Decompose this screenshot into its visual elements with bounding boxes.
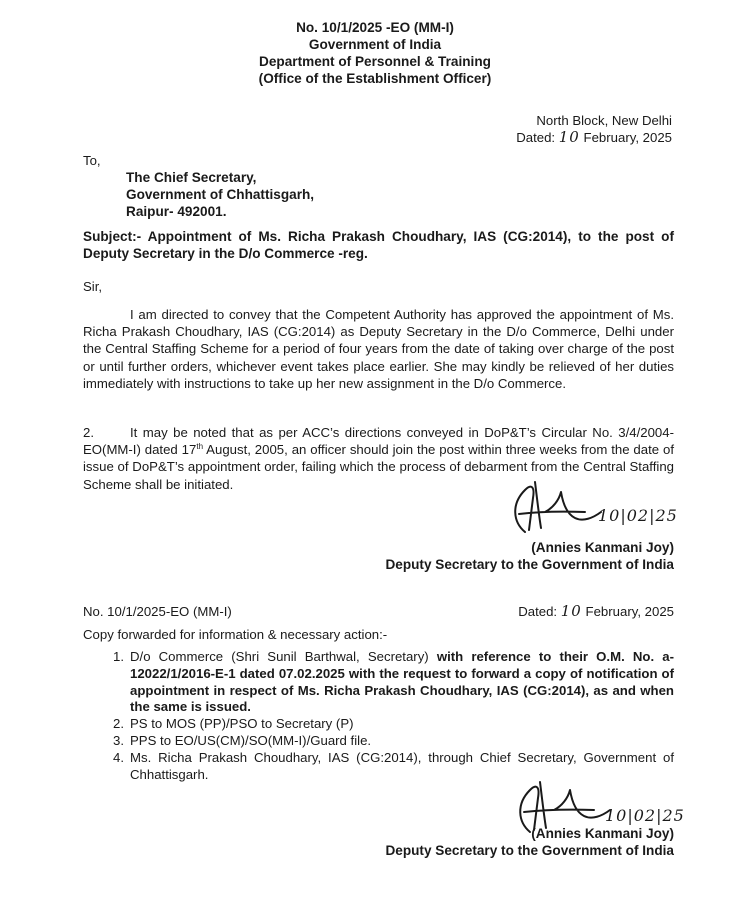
- list-item: [104, 733, 674, 750]
- government-line: Government of India: [308, 37, 442, 52]
- list-item-number: 2.: [113, 716, 124, 732]
- signatory-name: (Annies Kanmani Joy): [531, 826, 674, 841]
- salutation: Sir,: [83, 279, 103, 294]
- list-item-text: PS to MOS (PP)/PSO to Secretary (P): [130, 716, 354, 732]
- copy-dated-label: Dated:: [518, 604, 558, 619]
- list-item-text: D/o Commerce (Shri Sunil Barthwal, Secretary): [130, 649, 437, 664]
- dated-rest: February, 2025: [583, 130, 672, 146]
- signature-2-block: [380, 825, 674, 859]
- paragraph-2-number: 2.: [83, 425, 94, 440]
- copy-intro: Copy forwarded for information & necessary action:-: [83, 627, 388, 642]
- subject: Subject:- Appointment of Ms. Richa Prakash Choudhary, IAS (CG:2014), to the post of Deputy Secretary in the D/o Commerce -reg.: [83, 229, 674, 262]
- department-line: Department of Personnel & Training: [259, 54, 491, 69]
- copy-dated-line: [440, 603, 674, 620]
- dated-label: Dated:: [516, 130, 556, 146]
- addressee-line-1: The Chief Secretary,: [126, 170, 257, 185]
- place-date-block: [430, 112, 672, 146]
- signature-1-date-handwritten: 10|02|25: [598, 506, 678, 525]
- addressee-line-3: Raipur- 492001.: [126, 204, 227, 220]
- dated-line: [430, 129, 672, 146]
- office-line: (Office of the Establishment Officer): [258, 71, 492, 86]
- addressee-block: [126, 169, 314, 221]
- dated-day-handwritten: 10: [558, 128, 580, 147]
- signature-2-date-handwritten: 10|02|25: [605, 806, 685, 825]
- list-item-number: 4.: [113, 749, 124, 765]
- list-item-number: 3.: [113, 732, 124, 748]
- list-item-text: PPS to EO/US(CM)/SO(MM-I)/Guard file.: [130, 732, 372, 748]
- list-item: [104, 649, 674, 716]
- letter-header: [170, 19, 580, 87]
- list-item-text-bold: with reference to their O.M. No. a-12022/1/2016-E-1 dated 07.02.2025 with the request to forward a copy of notification of appointment in respect of Ms. Richa Prakash Choudhary, IAS (CG:2014), as and when the same is issued.: [130, 649, 674, 715]
- list-item-text: Ms. Richa Prakash Choudhary, IAS (CG:2014), through Chief Secretary, Government of Chhattisgarh.: [130, 749, 674, 782]
- superscript-th: th: [196, 442, 204, 452]
- copy-dated-rest: February, 2025: [585, 604, 674, 619]
- signature-1-block: [380, 539, 674, 573]
- list-item: [104, 716, 674, 733]
- signatory-designation: Deputy Secretary to the Government of India: [385, 843, 674, 859]
- copy-list: [104, 649, 674, 783]
- signatory-name: (Annies Kanmani Joy): [531, 540, 674, 555]
- file-number: No. 10/1/2025 -EO (MM-I): [296, 20, 454, 35]
- copy-file-number: No. 10/1/2025-EO (MM-I): [83, 604, 232, 619]
- paragraph-2-text-b: August, 2005, an officer should join the post within three weeks from the date of issue of DoP&T’s appointment order, failing which the process of debarment from the Central Staffing Scheme shall be initiated.: [83, 442, 674, 492]
- paragraph-1: I am directed to convey that the Competent Authority has approved the appointment of Ms. Richa Prakash Choudhary, IAS (CG:2014) as Deputy Secretary in the D/o Commerce, Delhi under the Central Staffing Scheme for a period of four years from the date of taking over charge of the post or until further orders, whichever event takes place earlier. She may kindly be relieved of her duties immediately with instructions to take up her new assignment in the D/o Commerce.: [83, 307, 674, 391]
- to-label: To,: [83, 153, 101, 168]
- signature-scribble-1: [505, 478, 605, 536]
- addressee-line-2: Government of Chhattisgarh,: [126, 187, 315, 203]
- paragraph-2-text-a: It may be noted that as per ACC’s directions conveyed in DoP&T’s Circular No. 3/4/2004-EO(MM-I) dated 17: [83, 425, 674, 458]
- list-item-number: 1.: [113, 649, 124, 664]
- location: North Block, New Delhi: [536, 113, 672, 128]
- copy-dated-day-handwritten: 10: [560, 602, 582, 620]
- signatory-designation: Deputy Secretary to the Government of India: [385, 557, 674, 573]
